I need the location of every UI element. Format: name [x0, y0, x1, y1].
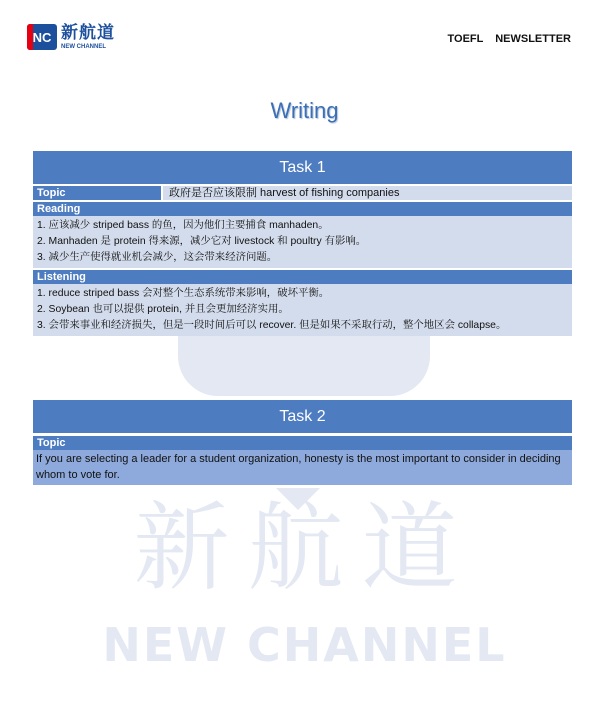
- list-item: 3. 会带来事业和经济损失，但是一段时间后可以 recover. 但是如果不采取行动，整个地区会 collapse。: [37, 320, 507, 331]
- watermark-english: NEW CHANNEL: [102, 618, 507, 672]
- task-1-topic-label: Topic: [33, 186, 161, 200]
- task-2-topic-text: If you are selecting a leader for a student organization, honesty is the most important to consider in deciding whom to vote for.: [33, 450, 572, 485]
- reading-list: [33, 216, 572, 268]
- logo-chinese: 新航道: [61, 22, 115, 43]
- task-1-title: Task 1: [33, 151, 572, 184]
- logo-english: NEW CHANNEL: [61, 43, 106, 50]
- reading-label: Reading: [33, 202, 572, 216]
- task-1-topic-text: 政府是否应该限制 harvest of fishing companies: [163, 186, 572, 200]
- list-item: 2. Soybean 也可以提供 protein, 并且会更加经济实用。: [37, 304, 289, 315]
- listening-label: Listening: [33, 270, 572, 284]
- task-2-title: Task 2: [33, 400, 572, 433]
- task-1-topic-row: [33, 186, 572, 200]
- logo-mark-icon: NC: [27, 24, 57, 50]
- newsletter-label: TOEFL NEWSLETTER: [447, 33, 571, 45]
- logo: [27, 24, 115, 50]
- task-2-block: [33, 400, 572, 485]
- list-item: 1. reduce striped bass 会对整个生态系统带来影响，破坏平衡。: [37, 288, 330, 299]
- watermark-chinese: 新航道: [133, 492, 476, 604]
- list-item: 2. Manhaden 是 protein 得来源，减少它对 livestock 和 poultry 有影响。: [37, 236, 367, 247]
- page-title: Writing: [270, 98, 339, 123]
- list-item: 1. 应该减少 striped bass 的鱼，因为他们主要捕食 manhaden。: [37, 220, 329, 231]
- list-item: 3. 减少生产使得就业机会减少，这会带来经济问题。: [37, 252, 278, 263]
- task-2-topic-label: Topic: [33, 436, 572, 450]
- listening-list: [33, 284, 572, 336]
- task-1-block: [33, 151, 572, 336]
